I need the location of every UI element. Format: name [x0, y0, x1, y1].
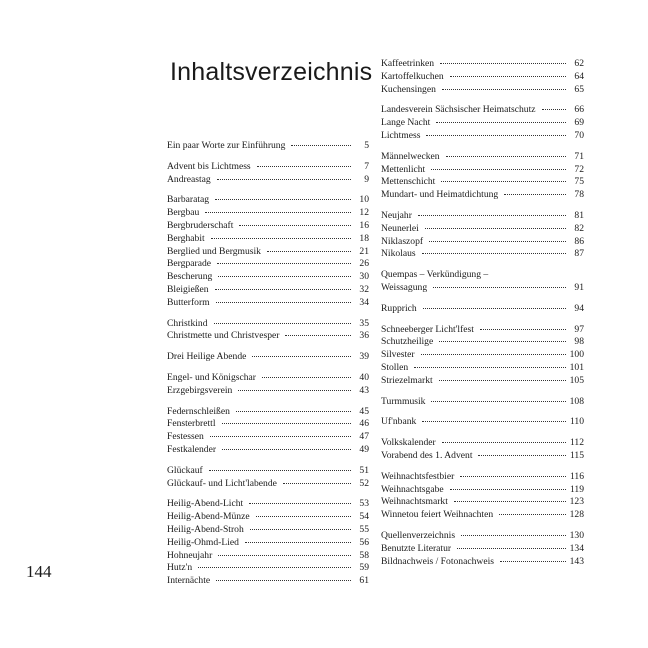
toc-page-number: 101: [569, 361, 584, 373]
page-title: Inhaltsverzeichnis: [170, 58, 373, 86]
toc-page-number: 52: [359, 477, 369, 489]
toc-page-number: 59: [359, 562, 369, 574]
toc-entry: [167, 511, 369, 524]
toc-leader-dots: [418, 215, 566, 216]
toc-entry-label: Landesverein Sächsischer Heimatschutz: [381, 104, 536, 116]
toc-entry: [381, 484, 584, 497]
toc-entry: [381, 58, 584, 71]
toc-entry-label: Barbaratag: [167, 194, 210, 206]
toc-page-number: 53: [359, 498, 369, 510]
toc-group: [167, 194, 369, 309]
toc-entry-label: Berghabit: [167, 232, 205, 244]
toc-entry-label: Festessen: [167, 431, 204, 443]
toc-entry-label: Weihnachtsfestbier: [381, 470, 455, 482]
toc-page-number: 47: [359, 431, 369, 443]
toc-page-number: 9: [364, 173, 369, 185]
toc-entry: [381, 248, 584, 261]
toc-leader-dots: [436, 122, 566, 123]
toc-entry-label: Striezelmarkt: [381, 374, 433, 386]
toc-leader-dots: [198, 567, 351, 568]
toc-leader-dots: [291, 145, 351, 146]
toc-entry-label: Christmette und Christvesper: [167, 330, 280, 342]
toc-entry-label: Bergbau: [167, 207, 200, 219]
toc-entry: [167, 351, 369, 364]
toc-leader-dots: [283, 483, 351, 484]
toc-entry-label: Lichtmess: [381, 129, 421, 141]
toc-leader-dots: [450, 76, 566, 77]
toc-leader-dots: [217, 263, 351, 264]
toc-entry-label: Kartoffelkuchen: [381, 70, 444, 82]
toc-leader-dots: [256, 516, 351, 517]
toc-leader-dots: [216, 580, 351, 581]
toc-entry: [167, 330, 369, 343]
toc-entry-label: Bergparade: [167, 258, 212, 270]
toc-entry: [167, 537, 369, 550]
toc-entry: [167, 246, 369, 259]
toc-page-number: 98: [574, 336, 584, 348]
toc-entry-label: Silvester: [381, 349, 415, 361]
toc-leader-dots: [211, 238, 351, 239]
toc-entry: [167, 465, 369, 478]
toc-leader-dots: [425, 228, 566, 229]
toc-entry-label: Christkind: [167, 317, 208, 329]
toc-page-number: 61: [359, 575, 369, 587]
toc-entry-label: Mundart- und Heimatdichtung: [381, 189, 499, 201]
toc-entry: [381, 556, 584, 569]
toc-page-number: 130: [569, 529, 584, 541]
toc-group: [381, 530, 584, 568]
toc-page-number: 75: [574, 176, 584, 188]
toc-entry: [167, 174, 369, 187]
toc-entry-label: Volkskalender: [381, 437, 436, 449]
toc-entry: [167, 207, 369, 220]
toc-entry: [381, 543, 584, 556]
toc-group: [167, 498, 369, 588]
toc-leader-dots: [216, 302, 351, 303]
toc-leader-dots: [245, 542, 351, 543]
toc-entry-label: Quempas – Verkündigung –: [381, 269, 489, 281]
toc-entry-label: Bescherung: [167, 271, 213, 283]
toc-entry: [167, 385, 369, 398]
toc-entry-label: Weihnachtsmarkt: [381, 496, 448, 508]
toc-entry: [381, 324, 584, 337]
toc-entry-label: Festkalender: [167, 443, 217, 455]
toc-page-number: 69: [574, 117, 584, 129]
toc-leader-dots: [210, 436, 351, 437]
toc-entry: [381, 496, 584, 509]
toc-group: [167, 351, 369, 364]
toc-entry: [381, 375, 584, 388]
toc-leader-dots: [446, 156, 566, 157]
toc-entry-label: Benutzte Literatur: [381, 542, 452, 554]
toc-entry: [167, 258, 369, 271]
toc-leader-dots: [461, 535, 566, 536]
toc-entry: [381, 176, 584, 189]
toc-entry-label: Fensterbrettl: [167, 418, 216, 430]
toc-page-number: 72: [574, 163, 584, 175]
toc-page-number: 97: [574, 323, 584, 335]
toc-entry: [381, 416, 584, 429]
toc-page-number: 5: [364, 140, 369, 151]
toc-group: [167, 140, 369, 153]
toc-entry: [381, 164, 584, 177]
toc-group: [381, 396, 584, 409]
toc-page-number: 71: [574, 150, 584, 162]
toc-entry: [167, 550, 369, 563]
toc-page-number: 143: [569, 555, 584, 567]
toc-page-number: 116: [569, 470, 584, 482]
toc-leader-dots: [433, 287, 566, 288]
toc-entry-label: Stollen: [381, 361, 409, 373]
toc-page-number: 21: [359, 245, 369, 257]
toc-entry: [381, 509, 584, 522]
toc-entry: [381, 189, 584, 202]
toc-entry: [381, 349, 584, 362]
toc-entry-label: Vorabend des 1. Advent: [381, 449, 473, 461]
toc-leader-dots: [457, 548, 566, 549]
toc-leader-dots: [236, 411, 351, 412]
toc-page-number: 87: [574, 248, 584, 260]
toc-page-number: 123: [569, 496, 584, 508]
toc-page-number: 26: [359, 258, 369, 270]
toc-page-number: 46: [359, 418, 369, 430]
toc-entry-label: Uf'nbank: [381, 416, 417, 428]
toc-leader-dots: [439, 341, 566, 342]
toc-leader-dots: [252, 356, 351, 357]
toc-page-number: 18: [359, 232, 369, 244]
toc-leader-dots: [441, 181, 566, 182]
toc-leader-dots: [422, 253, 566, 254]
toc-entry: [167, 161, 369, 174]
toc-entry-label: Erzgebirgsverein: [167, 384, 233, 396]
toc-leader-dots: [205, 212, 351, 213]
toc-entry: [167, 220, 369, 233]
toc-page-number: 66: [574, 104, 584, 116]
toc-page-number: 43: [359, 384, 369, 396]
toc-entry: [381, 71, 584, 84]
toc-leader-dots: [500, 561, 566, 562]
page-number: 144: [26, 562, 52, 581]
toc-entry-label: Winnetou feiert Weihnachten: [381, 509, 494, 521]
toc-entry-label: Ein paar Worte zur Einführung: [167, 140, 286, 151]
toc-entry: [381, 223, 584, 236]
toc-entry: [167, 431, 369, 444]
toc-entry: [167, 498, 369, 511]
toc-leader-dots: [431, 169, 566, 170]
toc-entry-label: Heilig-Ohmd-Lied: [167, 536, 239, 548]
toc-entry: [167, 194, 369, 207]
toc-entry: [381, 84, 584, 97]
toc-group: [381, 58, 584, 96]
toc-group: [381, 437, 584, 463]
toc-page-number: 34: [359, 296, 369, 308]
toc-entry: [167, 444, 369, 457]
toc-entry-label: Schutzheilige: [381, 336, 434, 348]
toc-page-number: 100: [569, 349, 584, 361]
toc-group: [167, 465, 369, 491]
toc-leader-dots: [440, 63, 566, 64]
toc-entry: [167, 284, 369, 297]
toc-page-number: 10: [359, 194, 369, 206]
toc-entry-label: Hohneujahr: [167, 549, 213, 561]
toc-group: [381, 104, 584, 142]
toc-entry: [381, 151, 584, 164]
toc-entry: [167, 140, 369, 153]
toc-page-number: 56: [359, 536, 369, 548]
toc-entry-label: Berglied und Bergmusik: [167, 245, 261, 257]
toc-entry: [167, 406, 369, 419]
toc-leader-dots: [442, 89, 566, 90]
toc-page-number: 54: [359, 511, 369, 523]
toc-leader-dots: [460, 476, 566, 477]
toc-page-number: 32: [359, 283, 369, 295]
toc-entry-label: Engel- und Königschar: [167, 371, 256, 383]
toc-page-number: 45: [359, 405, 369, 417]
toc-entry: [167, 297, 369, 310]
toc-page-number: 94: [574, 302, 584, 314]
toc-leader-dots: [257, 166, 351, 167]
toc-leader-dots: [214, 323, 351, 324]
toc-leader-dots: [454, 501, 566, 502]
toc-group: [381, 210, 584, 261]
toc-entry-label: Andreastag: [167, 173, 211, 185]
toc-leader-dots: [422, 421, 566, 422]
toc-entry-label: Lange Nacht: [381, 117, 431, 129]
toc-leader-dots: [250, 529, 351, 530]
toc-leader-dots: [217, 179, 351, 180]
toc-leader-dots: [222, 449, 351, 450]
toc-entry: [381, 437, 584, 450]
toc-entry: [381, 130, 584, 143]
toc-leader-dots: [222, 423, 352, 424]
toc-page-number: 110: [569, 416, 584, 428]
toc-page-number: 62: [574, 58, 584, 69]
toc-page-number: 105: [569, 374, 584, 386]
toc-page-number: 12: [359, 207, 369, 219]
toc-page-number: 86: [574, 235, 584, 247]
toc-entry-label: Federnschleißen: [167, 405, 230, 417]
toc-entry: [381, 269, 584, 295]
toc-entry-label: Schneeberger Licht'lfest: [381, 323, 474, 335]
toc-leader-dots: [218, 276, 351, 277]
toc-page-number: 7: [364, 160, 369, 172]
toc-group: [381, 269, 584, 295]
toc-entry: [381, 303, 584, 316]
toc-group: [381, 303, 584, 316]
toc-leader-dots: [262, 377, 351, 378]
toc-leader-dots: [215, 199, 351, 200]
toc-entry: [167, 575, 369, 588]
toc-leader-dots: [499, 514, 565, 515]
toc-entry-label: Bergbruderschaft: [167, 219, 234, 231]
toc-entry: [167, 233, 369, 246]
toc-entry: [167, 271, 369, 284]
toc-entry: [381, 450, 584, 463]
toc-entry-label: Glückauf: [167, 464, 203, 476]
toc-page-number: 115: [569, 449, 584, 461]
toc-page-number: 55: [359, 523, 369, 535]
toc-entry-label: Bildnachweis / Fotonachweis: [381, 555, 494, 567]
toc-page-number: 40: [359, 371, 369, 383]
toc-entry-label: Männelwecken: [381, 150, 440, 162]
toc-group: [167, 161, 369, 187]
toc-entry-label: Drei Heilige Abende: [167, 351, 247, 363]
toc-entry-label: Weihnachtsgabe: [381, 483, 444, 495]
toc-leader-dots: [423, 308, 566, 309]
toc-group: [167, 406, 369, 457]
toc-entry-label: Turmmusik: [381, 395, 426, 407]
toc-entry-label: Heilig-Abend-Münze: [167, 511, 250, 523]
toc-leader-dots: [421, 354, 566, 355]
toc-entry-label: Heilig-Abend-Stroh: [167, 523, 244, 535]
toc-leader-dots: [239, 225, 351, 226]
toc-leader-dots: [285, 335, 351, 336]
toc-entry: [381, 117, 584, 130]
toc-leader-dots: [442, 442, 566, 443]
toc-entry-label: Kaffeetrinken: [381, 58, 435, 69]
toc-leader-dots: [480, 329, 566, 330]
toc-entry-label: Internächte: [167, 575, 211, 587]
toc-entry: [167, 372, 369, 385]
toc-page-number: 134: [569, 542, 584, 554]
toc-entry-label: Rupprich: [381, 302, 417, 314]
toc-entry: [381, 336, 584, 349]
toc-entry: [381, 530, 584, 543]
toc-group: [381, 416, 584, 429]
toc-page-number: 78: [574, 189, 584, 201]
toc-page-number: 128: [569, 509, 584, 521]
toc-group: [381, 324, 584, 388]
toc-leader-dots: [267, 251, 351, 252]
toc-leader-dots: [478, 455, 565, 456]
toc-page-number: 112: [569, 437, 584, 449]
toc-page-number: 108: [569, 395, 584, 407]
toc-page-number: 70: [574, 129, 584, 141]
toc-entry-label: Kuchensingen: [381, 83, 436, 95]
toc-leader-dots: [215, 289, 351, 290]
toc-entry-label: Nikolaus: [381, 248, 416, 260]
toc-entry-label: Hutz'n: [167, 562, 193, 574]
toc-page-number: 82: [574, 222, 584, 234]
toc-leader-dots: [429, 241, 566, 242]
toc-leader-dots: [504, 194, 566, 195]
toc-page-number: 36: [359, 330, 369, 342]
toc-page-number: 64: [574, 70, 584, 82]
toc-leader-dots: [249, 503, 351, 504]
toc-page-number: 35: [359, 317, 369, 329]
toc-group: [381, 471, 584, 522]
toc-leader-dots: [431, 401, 565, 402]
toc-leader-dots: [238, 390, 351, 391]
toc-page-number: 81: [574, 209, 584, 221]
toc-entry: [167, 318, 369, 331]
toc-entry: [167, 562, 369, 575]
toc-group: [167, 318, 369, 344]
toc-entry-label: Mettenschicht: [381, 176, 436, 188]
toc-group: [381, 151, 584, 202]
toc-entry-label: Mettenlicht: [381, 163, 426, 175]
toc-column-left: [167, 140, 369, 596]
toc-entry: [381, 104, 584, 117]
toc-entry: [381, 362, 584, 375]
toc-entry: [381, 396, 584, 409]
toc-page-number: 49: [359, 443, 369, 455]
toc-entry-label: Butterform: [167, 296, 210, 308]
toc-page-number: 91: [574, 281, 584, 293]
toc-page-number: 65: [574, 83, 584, 95]
toc-entry: [381, 471, 584, 484]
toc-entry-label: Heilig-Abend-Licht: [167, 498, 244, 510]
toc-leader-dots: [209, 470, 351, 471]
toc-entry-label-continued: Weissagung: [381, 281, 428, 293]
toc-entry-label: Glückauf- und Licht'labende: [167, 477, 277, 489]
toc-leader-dots: [450, 489, 566, 490]
toc-page-number: 30: [359, 271, 369, 283]
toc-entry: [167, 418, 369, 431]
toc-entry-label: Quellenverzeichnis: [381, 529, 456, 541]
toc-page-number: 119: [569, 483, 584, 495]
toc-entry-label: Niklaszopf: [381, 235, 424, 247]
toc-entry: [381, 210, 584, 223]
toc-leader-dots: [414, 367, 565, 368]
toc-entry-label: Neujahr: [381, 209, 412, 221]
toc-entry-label: Advent bis Lichtmess: [167, 160, 251, 172]
toc-entry: [167, 478, 369, 491]
toc-page-number: 51: [359, 464, 369, 476]
toc-leader-dots: [426, 135, 566, 136]
toc-entry-label: Bleigießen: [167, 283, 209, 295]
toc-leader-dots: [542, 109, 566, 110]
toc-group: [167, 372, 369, 398]
toc-page-number: 58: [359, 549, 369, 561]
toc-column-right: [381, 58, 584, 576]
toc-page-number: 16: [359, 219, 369, 231]
toc-leader-dots: [218, 555, 351, 556]
toc-entry-label: Neunerlei: [381, 222, 419, 234]
toc-entry: [167, 524, 369, 537]
toc-page-number: 39: [359, 351, 369, 363]
toc-entry: [381, 236, 584, 249]
toc-leader-dots: [439, 380, 566, 381]
